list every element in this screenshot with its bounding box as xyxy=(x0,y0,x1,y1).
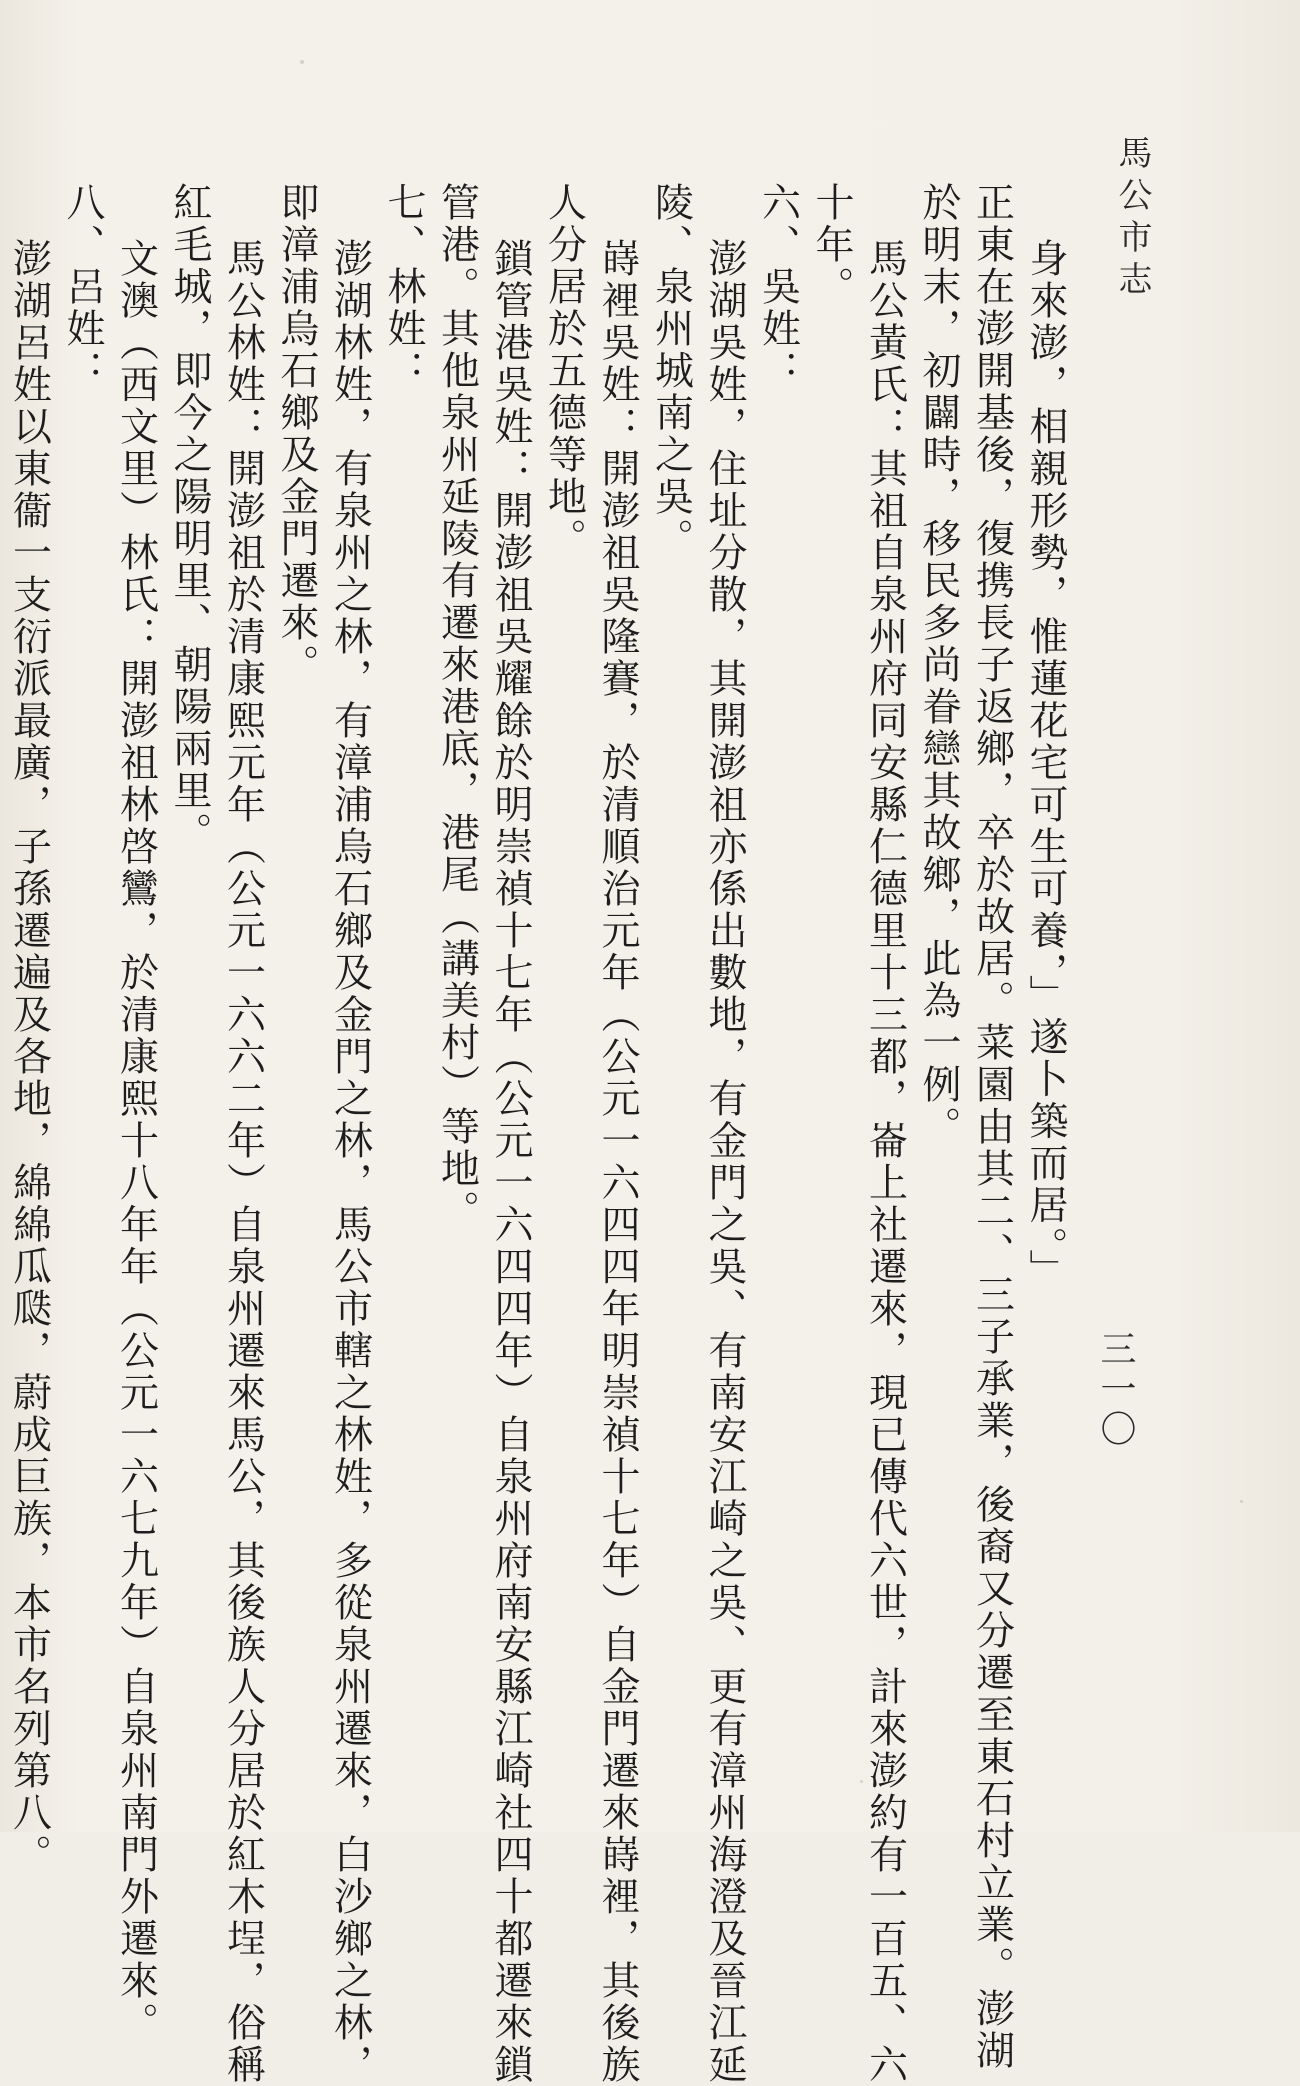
text-line: 陵、泉州城南之吳。 xyxy=(648,182,694,560)
body-text xyxy=(2,182,1072,2086)
text-line: 鎖管港吳姓：開澎祖吳耀餘於明崇禎十七年（公元一六四四年）自泉州府南安縣江崎社四十都遷來鎖 xyxy=(488,238,533,2086)
text-line: 澎湖林姓，有泉州之林，有漳浦烏石鄉及金門之林，馬公市轄之林姓，多從泉州遷來，白沙鄉之林， xyxy=(327,238,373,2086)
text-line: 十年。 xyxy=(809,182,854,308)
page-number: 三一〇 xyxy=(1095,1330,1136,1450)
text-line: 即漳浦烏石鄉及金門遷來。 xyxy=(274,182,319,686)
text-line: 文澳（西文里）林氏：開澎祖林啓鸞，於清康熙十八年年（公元一六七九年）自泉州南門外遷來。 xyxy=(113,238,159,2044)
text-line: 人分居於五德等地。 xyxy=(541,182,587,560)
text-line: 馬公林姓：開澎祖於清康熙元年（公元一六六二年）自泉州遷來馬公，其後族人分居於紅木埕，俗稱 xyxy=(220,238,266,2086)
text-line: 於明末，初闢時，移民多尚眷戀其故鄉，此為一例。 xyxy=(916,182,961,1148)
paper-speck xyxy=(300,60,304,64)
text-line: 澎湖呂姓以東衞一支衍派最廣，子孫遷遍及各地，綿綿瓜瓞，蔚成巨族，本市名列第八。 xyxy=(6,238,52,1876)
text-line: 七、林姓： xyxy=(381,182,426,392)
text-line: 管港。其他泉州延陵有遷來港底，港尾（講美村）等地。 xyxy=(434,182,480,1232)
text-line: 馬公黃氏：其祖自泉州府同安縣仁德里十三都，崙上社遷來，現已傳代六世，計來澎約有一百五、六 xyxy=(862,238,908,2086)
text-line: 紅毛城，即今之陽明里、朝陽兩里。 xyxy=(167,182,212,854)
text-line: 身來澎，相親形勢，惟蓮花宅可生可養，」遂卜築而居。」 xyxy=(1023,238,1068,1291)
running-head-title: 馬公市志 xyxy=(1112,135,1152,303)
text-line: 嵵裡吳姓：開澎祖吳隆賽，於清順治元年（公元一六四四年明崇禎十七年）自金門遷來嵵裡，其後族 xyxy=(595,238,640,2086)
text-line: 八、呂姓： xyxy=(60,182,105,392)
text-line: 正東在澎開基後，復携長子返鄉，卒於故居。菜園由其二、三子承業，後裔又分遷至東石村立業。澎湖 xyxy=(969,182,1015,2072)
text-line: 六、吳姓： xyxy=(755,182,801,392)
text-line: 澎湖吳姓，住址分散，其開澎祖亦係出數地，有金門之吳、有南安江崎之吳、更有漳州海澄及晉江延 xyxy=(702,238,747,2086)
paper-speck xyxy=(1240,1500,1243,1503)
